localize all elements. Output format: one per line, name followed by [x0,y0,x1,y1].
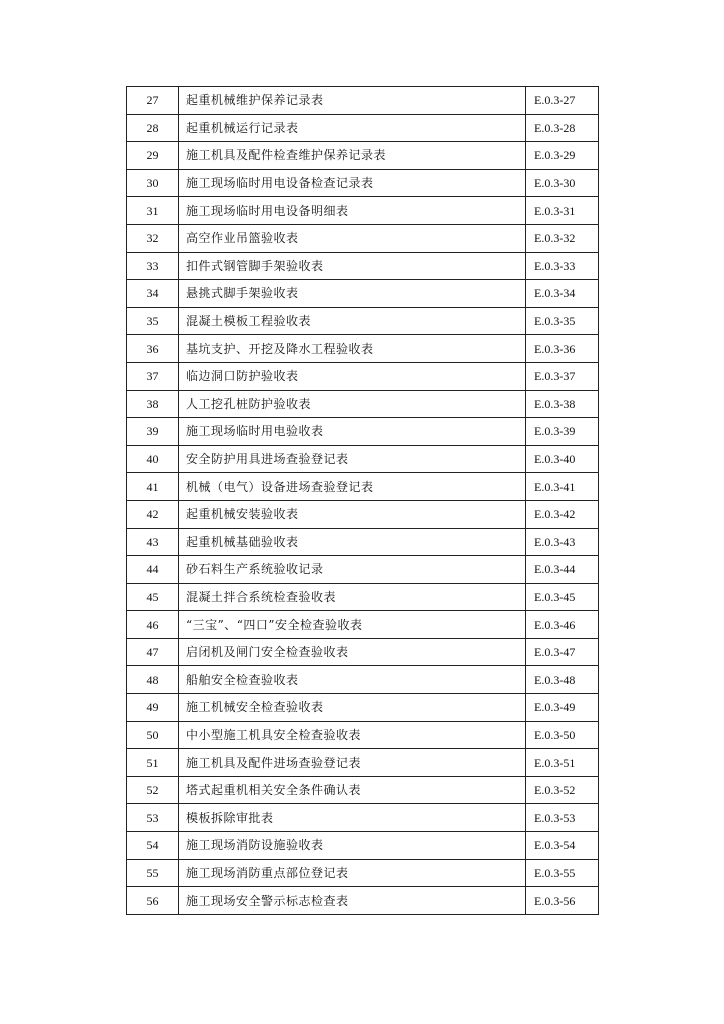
form-name-cell: 施工机具及配件检查维护保养记录表 [179,142,526,170]
form-name-cell: 启闭机及闸门安全检查验收表 [179,638,526,666]
form-name-cell: 施工现场临时用电验收表 [179,418,526,446]
table-row [127,335,599,363]
form-name-cell: 混凝土拌合系统检查验收表 [179,583,526,611]
table-row [127,500,599,528]
row-number-cell: 44 [127,556,179,584]
row-number-cell: 39 [127,418,179,446]
row-number-cell: 35 [127,307,179,335]
form-name-cell: 起重机械安装验收表 [179,500,526,528]
form-code-cell: E.0.3-45 [526,583,599,611]
table-row [127,859,599,887]
row-number-cell: 46 [127,611,179,639]
form-name-cell: 扣件式钢管脚手架验收表 [179,252,526,280]
row-number-cell: 28 [127,114,179,142]
table-row [127,583,599,611]
form-code-cell: E.0.3-55 [526,859,599,887]
form-name-cell: 临边洞口防护验收表 [179,362,526,390]
row-number-cell: 48 [127,666,179,694]
form-name-cell: 中小型施工机具安全检查验收表 [179,721,526,749]
row-number-cell: 50 [127,721,179,749]
table-row [127,197,599,225]
form-name-cell: 塔式起重机相关安全条件确认表 [179,776,526,804]
form-code-cell: E.0.3-43 [526,528,599,556]
form-code-cell: E.0.3-47 [526,638,599,666]
form-code-cell: E.0.3-28 [526,114,599,142]
table-row [127,362,599,390]
form-code-cell: E.0.3-36 [526,335,599,363]
table-row [127,169,599,197]
table-row [127,445,599,473]
row-number-cell: 32 [127,224,179,252]
form-name-cell: 起重机械维护保养记录表 [179,87,526,115]
form-name-cell: 安全防护用具进场查验登记表 [179,445,526,473]
form-code-cell: E.0.3-42 [526,500,599,528]
row-number-cell: 38 [127,390,179,418]
table-row [127,721,599,749]
table-row [127,307,599,335]
table-row [127,528,599,556]
form-name-cell: 船舶安全检查验收表 [179,666,526,694]
row-number-cell: 52 [127,776,179,804]
form-code-cell: E.0.3-34 [526,280,599,308]
row-number-cell: 27 [127,87,179,115]
row-number-cell: 37 [127,362,179,390]
form-code-cell: E.0.3-53 [526,804,599,832]
form-code-cell: E.0.3-32 [526,224,599,252]
forms-list-table [126,86,599,915]
form-code-cell: E.0.3-27 [526,87,599,115]
table-row [127,887,599,915]
form-name-cell: “三宝”、“四口”安全检查验收表 [179,611,526,639]
form-code-cell: E.0.3-51 [526,749,599,777]
row-number-cell: 47 [127,638,179,666]
table-row [127,804,599,832]
form-code-cell: E.0.3-48 [526,666,599,694]
table-row [127,114,599,142]
form-name-cell: 施工机具及配件进场查验登记表 [179,749,526,777]
form-name-cell: 悬挑式脚手架验收表 [179,280,526,308]
table-row [127,252,599,280]
form-code-cell: E.0.3-44 [526,556,599,584]
table-row [127,638,599,666]
form-name-cell: 模板拆除审批表 [179,804,526,832]
form-name-cell: 人工挖孔桩防护验收表 [179,390,526,418]
form-name-cell: 施工现场安全警示标志检查表 [179,887,526,915]
form-code-cell: E.0.3-41 [526,473,599,501]
form-name-cell: 起重机械运行记录表 [179,114,526,142]
form-name-cell: 施工现场临时用电设备明细表 [179,197,526,225]
row-number-cell: 33 [127,252,179,280]
form-name-cell: 机械（电气）设备进场查验登记表 [179,473,526,501]
row-number-cell: 29 [127,142,179,170]
form-code-cell: E.0.3-49 [526,694,599,722]
row-number-cell: 45 [127,583,179,611]
form-code-cell: E.0.3-40 [526,445,599,473]
form-code-cell: E.0.3-30 [526,169,599,197]
form-code-cell: E.0.3-50 [526,721,599,749]
table-row [127,776,599,804]
form-code-cell: E.0.3-54 [526,832,599,860]
form-code-cell: E.0.3-33 [526,252,599,280]
form-name-cell: 施工机械安全检查验收表 [179,694,526,722]
row-number-cell: 54 [127,832,179,860]
row-number-cell: 53 [127,804,179,832]
table-row [127,224,599,252]
row-number-cell: 34 [127,280,179,308]
row-number-cell: 40 [127,445,179,473]
table-row [127,87,599,115]
form-code-cell: E.0.3-52 [526,776,599,804]
row-number-cell: 36 [127,335,179,363]
form-code-cell: E.0.3-38 [526,390,599,418]
form-name-cell: 基坑支护、开挖及降水工程验收表 [179,335,526,363]
table-row [127,418,599,446]
table-row [127,749,599,777]
row-number-cell: 49 [127,694,179,722]
table-row [127,611,599,639]
row-number-cell: 42 [127,500,179,528]
form-name-cell: 砂石料生产系统验收记录 [179,556,526,584]
form-code-cell: E.0.3-35 [526,307,599,335]
table-row [127,142,599,170]
table-row [127,390,599,418]
table-row [127,280,599,308]
form-code-cell: E.0.3-31 [526,197,599,225]
form-code-cell: E.0.3-29 [526,142,599,170]
form-code-cell: E.0.3-56 [526,887,599,915]
row-number-cell: 51 [127,749,179,777]
form-code-cell: E.0.3-37 [526,362,599,390]
row-number-cell: 56 [127,887,179,915]
form-name-cell: 施工现场临时用电设备检查记录表 [179,169,526,197]
form-name-cell: 高空作业吊篮验收表 [179,224,526,252]
form-name-cell: 施工现场消防设施验收表 [179,832,526,860]
table-row [127,473,599,501]
row-number-cell: 55 [127,859,179,887]
form-code-cell: E.0.3-39 [526,418,599,446]
table-row [127,832,599,860]
form-name-cell: 起重机械基础验收表 [179,528,526,556]
forms-list-table-body [127,87,599,915]
row-number-cell: 30 [127,169,179,197]
row-number-cell: 31 [127,197,179,225]
form-name-cell: 施工现场消防重点部位登记表 [179,859,526,887]
table-row [127,694,599,722]
table-row [127,556,599,584]
form-name-cell: 混凝土模板工程验收表 [179,307,526,335]
table-row [127,666,599,694]
form-code-cell: E.0.3-46 [526,611,599,639]
row-number-cell: 43 [127,528,179,556]
row-number-cell: 41 [127,473,179,501]
